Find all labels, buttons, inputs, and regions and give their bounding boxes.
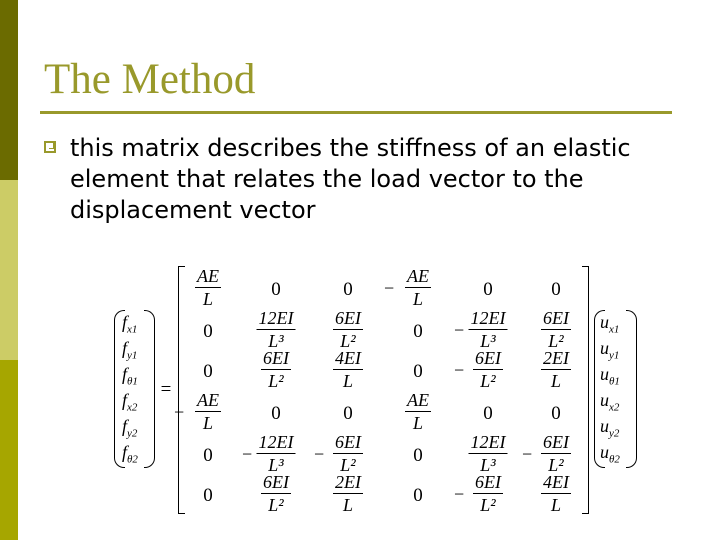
matrix-entry	[333, 308, 363, 351]
matrix-entry	[333, 472, 363, 515]
matrix-entry-sign: −	[384, 278, 395, 298]
matrix-entry-denominator: L	[550, 495, 561, 516]
matrix-entry-numerator: 12EI	[258, 308, 294, 328]
displacement-vector-entry-symbol: u	[600, 312, 609, 332]
matrix-left-bracket	[178, 266, 185, 514]
displacement-vector-right-brace	[626, 310, 637, 468]
displacement-vector-entry	[600, 364, 620, 388]
matrix-entry	[261, 348, 291, 391]
displacement-vector-entry-symbol: u	[600, 416, 609, 436]
fraction-bar	[333, 453, 363, 454]
fraction-bar	[333, 369, 363, 370]
displacement-vector-entry	[600, 442, 620, 466]
bullet-text: this matrix describes the stiffness of an elastic element that relates the load vector to the displacement vector	[70, 134, 631, 224]
matrix-entry-numerator: 6EI	[335, 308, 361, 328]
fraction-bar	[473, 369, 503, 370]
displacement-vector-entry-symbol: u	[600, 390, 609, 410]
force-vector-entry-subscript: y2	[127, 427, 138, 440]
fraction-bar	[195, 287, 221, 288]
displacement-vector-entry-subscript: θ2	[609, 453, 620, 466]
fraction-bar	[257, 453, 296, 454]
displacement-vector-entry-subscript: y1	[609, 349, 620, 362]
displacement-vector-entry-subscript: y2	[609, 427, 620, 440]
matrix-entry-denominator: L	[412, 413, 423, 434]
matrix-entry-denominator: L²	[340, 331, 356, 352]
matrix-entry-sign: −	[454, 320, 465, 340]
matrix-entry-denominator: L²	[480, 371, 496, 392]
force-vector-entry-symbol: f	[122, 416, 128, 436]
matrix-entry-denominator: L²	[548, 331, 564, 352]
fraction-bar	[195, 411, 221, 412]
matrix-entry: 0	[483, 279, 493, 300]
force-vector-entry-subscript: θ1	[127, 375, 138, 388]
fraction-bar	[261, 493, 291, 494]
matrix-entry: 0	[413, 321, 423, 342]
fraction-bar	[541, 493, 571, 494]
force-vector-entry	[122, 416, 137, 440]
matrix-entry-denominator: L	[202, 413, 213, 434]
matrix-entry-numerator: 6EI	[263, 348, 289, 368]
matrix-entry	[257, 308, 296, 351]
matrix-entry-denominator: L	[550, 371, 561, 392]
matrix-entry	[333, 348, 363, 391]
fraction-bar	[257, 329, 296, 330]
matrix-entry	[261, 472, 291, 515]
matrix-entry-denominator: L	[342, 495, 353, 516]
displacement-vector-entry	[600, 338, 619, 362]
matrix-entry	[405, 266, 431, 309]
matrix-entry-numerator: 6EI	[263, 472, 289, 492]
matrix-entry-denominator: L²	[548, 455, 564, 476]
matrix-entry: 0	[343, 279, 353, 300]
matrix-entry-denominator: L	[412, 289, 423, 310]
force-vector-entry	[122, 390, 137, 414]
matrix-entry-denominator: L²	[268, 495, 284, 516]
matrix-entry-numerator: 12EI	[470, 432, 506, 452]
fraction-bar	[333, 329, 363, 330]
fraction-bar	[261, 369, 291, 370]
matrix-entry-numerator: AE	[197, 390, 219, 410]
force-vector-entry-subscript: y1	[127, 349, 138, 362]
matrix-entry	[405, 390, 431, 433]
fraction-bar	[469, 329, 508, 330]
matrix-entry-numerator: AE	[197, 266, 219, 286]
matrix-entry: 0	[203, 361, 213, 382]
matrix-entry-denominator: L²	[268, 371, 284, 392]
matrix-entry	[333, 432, 363, 475]
matrix-entry: 0	[203, 321, 213, 342]
matrix-entry	[541, 472, 571, 515]
matrix-entry-sign: −	[174, 402, 185, 422]
displacement-vector-entry	[600, 312, 619, 336]
force-vector-entry-subscript: θ2	[127, 453, 138, 466]
force-vector-entry-symbol: f	[122, 364, 128, 384]
fraction-bar	[541, 369, 571, 370]
matrix-entry-denominator: L²	[480, 495, 496, 516]
equals-sign: =	[160, 379, 172, 400]
matrix-entry: 0	[483, 403, 493, 424]
matrix-entry	[195, 266, 221, 309]
matrix-entry: 0	[271, 403, 281, 424]
matrix-entry	[541, 308, 571, 351]
matrix-entry-sign: −	[242, 444, 253, 464]
matrix-entry: 0	[343, 403, 353, 424]
fraction-bar	[541, 453, 571, 454]
displacement-vector-entry-subscript: θ1	[609, 375, 620, 388]
matrix-entry: 0	[413, 361, 423, 382]
matrix-entry	[257, 432, 296, 475]
force-vector-entry-symbol: f	[122, 312, 128, 332]
matrix-entry-numerator: 6EI	[335, 432, 361, 452]
matrix-entry-numerator: 6EI	[475, 348, 501, 368]
matrix-entry	[473, 348, 503, 391]
fraction-bar	[473, 493, 503, 494]
matrix-entry	[473, 472, 503, 515]
matrix-entry	[469, 308, 508, 351]
displacement-vector-entry-symbol: u	[600, 364, 609, 384]
matrix-entry-denominator: L	[202, 289, 213, 310]
matrix-entry-sign: −	[522, 444, 533, 464]
force-vector-entry-subscript: x2	[127, 401, 138, 414]
fraction-bar	[405, 287, 431, 288]
matrix-entry-denominator: L	[342, 371, 353, 392]
matrix-right-bracket	[582, 266, 589, 514]
force-vector-entry-subscript: x1	[127, 323, 138, 336]
force-vector-entry	[122, 338, 137, 362]
force-vector-entry-symbol: f	[122, 442, 128, 462]
force-vector-entry	[122, 442, 138, 466]
matrix-entry-numerator: 6EI	[475, 472, 501, 492]
matrix-entry-denominator: L³	[480, 455, 496, 476]
matrix-entry-sign: −	[454, 360, 465, 380]
matrix-entry	[541, 432, 571, 475]
matrix-entry: 0	[203, 445, 213, 466]
force-vector-entry	[122, 312, 137, 336]
matrix-entry-denominator: L³	[268, 331, 284, 352]
matrix-entry: 0	[551, 279, 561, 300]
matrix-entry-numerator: 4EI	[335, 348, 361, 368]
matrix-entry-numerator: 12EI	[258, 432, 294, 452]
matrix-entry-numerator: 4EI	[543, 472, 569, 492]
displacement-vector-entry	[600, 416, 619, 440]
matrix-entry-numerator: 2EI	[543, 348, 569, 368]
matrix-entry-numerator: 6EI	[543, 432, 569, 452]
force-vector-right-brace	[144, 310, 155, 468]
force-vector-entry	[122, 364, 138, 388]
fraction-bar	[405, 411, 431, 412]
matrix-entry-denominator: L³	[480, 331, 496, 352]
fraction-bar	[469, 453, 508, 454]
matrix-entry: 0	[551, 403, 561, 424]
force-vector-entry-symbol: f	[122, 390, 128, 410]
slide-title: The Method	[44, 56, 256, 103]
displacement-vector-entry-subscript: x2	[609, 401, 620, 414]
matrix-entry-numerator: AE	[407, 390, 429, 410]
matrix-entry-numerator: 12EI	[470, 308, 506, 328]
matrix-entry-numerator: AE	[407, 266, 429, 286]
matrix-entry-sign: −	[454, 484, 465, 504]
matrix-entry-numerator: 6EI	[543, 308, 569, 328]
matrix-entry-sign: −	[314, 444, 325, 464]
matrix-entry	[541, 348, 571, 391]
displacement-vector-entry	[600, 390, 619, 414]
matrix-entry	[469, 432, 508, 475]
matrix-entry-numerator: 2EI	[335, 472, 361, 492]
matrix-entry-denominator: L²	[340, 455, 356, 476]
matrix-entry	[195, 390, 221, 433]
matrix-entry: 0	[413, 485, 423, 506]
displacement-vector-entry-subscript: x1	[609, 323, 620, 336]
fraction-bar	[541, 329, 571, 330]
force-vector-entry-symbol: f	[122, 338, 128, 358]
matrix-entry-denominator: L³	[268, 455, 284, 476]
matrix-entry: 0	[413, 445, 423, 466]
matrix-entry: 0	[203, 485, 213, 506]
displacement-vector-entry-symbol: u	[600, 442, 609, 462]
displacement-vector-entry-symbol: u	[600, 338, 609, 358]
matrix-entry: 0	[271, 279, 281, 300]
fraction-bar	[333, 493, 363, 494]
